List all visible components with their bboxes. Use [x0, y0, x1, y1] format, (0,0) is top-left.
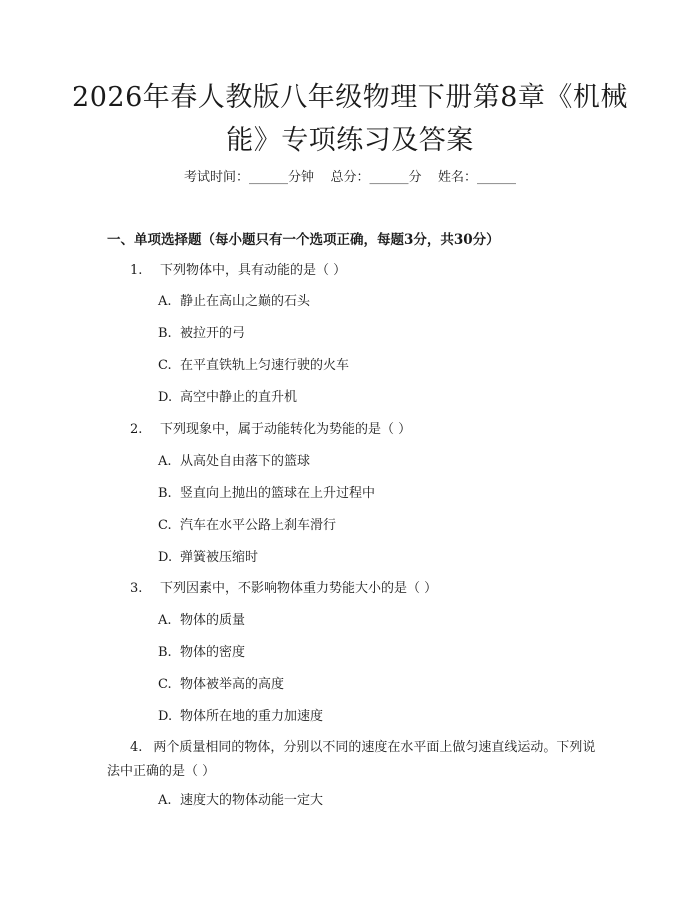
question-text: 下列因素中，不影响物体重力势能大小的是（ ） [160, 581, 438, 596]
option-letter: D. [158, 709, 173, 724]
question-3-option-c [158, 675, 284, 695]
option-text: 竖直向上抛出的篮球在上升过程中 [180, 486, 376, 501]
question-3-option-b [158, 643, 245, 663]
question-text: 下列现象中，属于动能转化为势能的是（ ） [160, 422, 412, 437]
question-4 [107, 736, 607, 784]
exam-info-line: 考试时间：______分钟 总分：______分 姓名：______ [183, 170, 517, 185]
option-text: 速度大的物体动能一定大 [180, 793, 324, 808]
question-2-option-d [158, 548, 258, 568]
option-letter: A. [158, 454, 172, 469]
option-letter: B. [158, 326, 172, 341]
question-text: 下列物体中，具有动能的是（ ） [160, 263, 347, 278]
option-letter: D. [158, 550, 173, 565]
option-letter: A. [158, 294, 172, 309]
option-text: 弹簧被压缩时 [180, 550, 259, 565]
question-3 [130, 579, 437, 599]
option-letter: B. [158, 645, 172, 660]
question-1-option-c [158, 356, 349, 376]
question-2-option-a [158, 452, 310, 472]
question-1 [130, 261, 346, 281]
option-text: 物体的质量 [180, 613, 246, 628]
option-letter: B. [158, 486, 172, 501]
option-letter: C. [158, 677, 172, 692]
question-2-option-b [158, 484, 375, 504]
question-1-option-d [158, 388, 297, 408]
question-1-option-a [158, 292, 310, 312]
option-text: 物体的密度 [180, 645, 246, 660]
question-number: 2. [130, 422, 143, 437]
option-text: 被拉开的弓 [180, 326, 246, 341]
option-text: 高空中静止的直升机 [180, 390, 298, 405]
option-letter: A. [158, 793, 172, 808]
section-heading: 一、单项选择题（每小题只有一个选项正确，每题3分，共30分） [107, 232, 500, 248]
question-2 [130, 420, 411, 440]
option-letter: C. [158, 358, 172, 373]
document-title: 2026年春人教版八年级物理下册第8章《机械能》专项练习及答案 [72, 82, 628, 156]
option-text: 静止在高山之巅的石头 [180, 294, 311, 309]
question-number: 1. [130, 263, 143, 278]
option-letter: C. [158, 518, 172, 533]
question-number: 3. [130, 581, 143, 596]
question-1-option-b [158, 324, 245, 344]
option-letter: A. [158, 613, 172, 628]
question-3-option-d [158, 707, 323, 727]
option-text: 物体所在地的重力加速度 [180, 709, 324, 724]
question-text: 两个质量相同的物体，分别以不同的速度在水平面上做匀速直线运动。下列说法中正确的是（ ） [107, 740, 596, 779]
question-2-option-c [158, 516, 336, 536]
question-number: 4. [130, 740, 143, 755]
option-text: 汽车在水平公路上刹车滑行 [180, 518, 337, 533]
question-3-option-a [158, 611, 245, 631]
question-4-option-a [158, 791, 323, 811]
option-text: 物体被举高的高度 [180, 677, 285, 692]
option-letter: D. [158, 390, 173, 405]
option-text: 从高处自由落下的篮球 [180, 454, 311, 469]
option-text: 在平直铁轨上匀速行驶的火车 [180, 358, 350, 373]
